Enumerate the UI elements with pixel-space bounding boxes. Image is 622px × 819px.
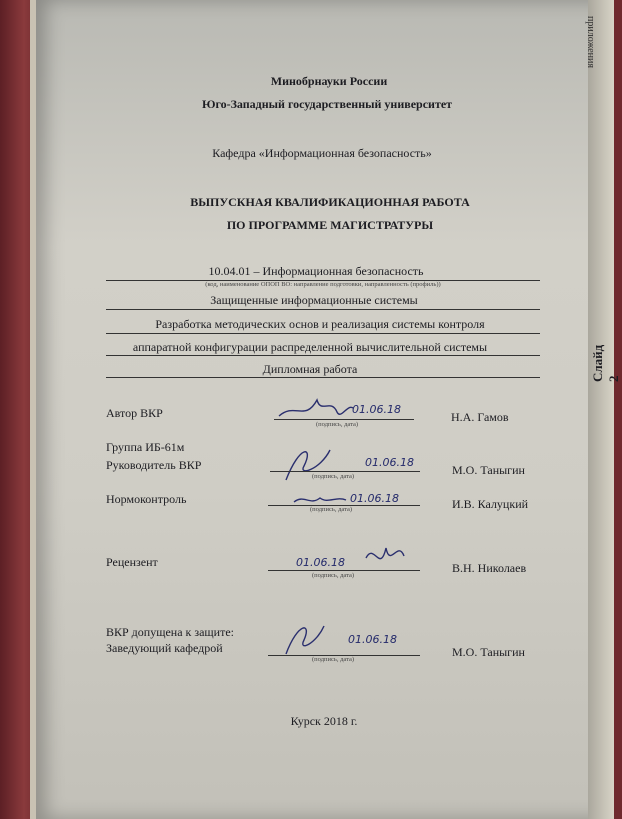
author-sign-caption: (подпись, дата) — [316, 421, 359, 428]
head-name: М.О. Таныгин — [452, 645, 525, 659]
reviewer-sign-caption: (подпись, дата) — [312, 572, 355, 579]
admission-line1: ВКР допущена к защите: — [106, 625, 234, 639]
work-title-line1: ВЫПУСКНАЯ КВАЛИФИКАЦИОННАЯ РАБОТА — [190, 195, 470, 209]
supervisor-sign-line — [270, 471, 420, 472]
topic-underline1 — [106, 333, 540, 334]
university-title: Юго-Западный государственный университет — [201, 97, 453, 111]
topic-underline2 — [106, 355, 540, 356]
next-page-edge — [588, 0, 614, 819]
reviewer-label: Рецензент — [106, 555, 158, 569]
normcontrol-name: И.В. Калуцкий — [452, 497, 529, 511]
profile-name: Защищенные информационные системы — [210, 293, 418, 307]
ministry-title: Минобрнауки России — [270, 74, 388, 88]
supervisor-name: М.О. Таныгин — [452, 463, 525, 477]
department-title: Кафедра «Информационная безопасность» — [212, 146, 432, 160]
supervisor-date: 01.06.18 — [365, 456, 414, 469]
supervisor-label: Руководитель ВКР — [106, 458, 202, 472]
specialty-caption: (код, наименование ОПОП ВО: направление подготовки, направленность (профиль)) — [205, 281, 441, 288]
group-label: Группа ИБ-61м — [106, 440, 185, 454]
author-name: Н.А. Гамов — [451, 410, 509, 424]
reviewer-name: В.Н. Николаев — [452, 561, 527, 575]
slide-label: Слайд 2 — [590, 344, 621, 382]
specialty-code: 10.04.01 – Информационная безопасность — [208, 264, 424, 278]
reviewer-date: 01.06.18 — [296, 556, 345, 569]
corner-handwriting: приложения — [585, 16, 596, 68]
author-label: Автор ВКР — [106, 406, 163, 420]
profile-underline — [106, 309, 540, 310]
topic-line2: аппаратной конфигурации распределенной вычислительной системы — [132, 340, 488, 354]
normcontrol-label: Нормоконтроль — [106, 492, 187, 506]
admission-line2: Заведующий кафедрой — [106, 641, 223, 655]
supervisor-sign-caption: (подпись, дата) — [312, 473, 355, 480]
work-type-underline — [106, 377, 540, 378]
author-date: 01.06.18 — [352, 403, 401, 416]
normcontrol-sign-caption: (подпись, дата) — [310, 506, 353, 513]
work-title-line2: ПО ПРОГРАММЕ МАГИСТРАТУРЫ — [226, 218, 434, 232]
work-type: Дипломная работа — [262, 362, 358, 376]
topic-line1: Разработка методических основ и реализация системы контроля — [155, 317, 485, 331]
author-sign-line — [274, 419, 414, 420]
head-date: 01.06.18 — [348, 633, 397, 646]
head-sign-caption: (подпись, дата) — [312, 656, 355, 663]
reviewer-signature — [360, 538, 410, 578]
head-signature — [280, 618, 330, 658]
reviewer-sign-line — [268, 570, 420, 571]
normcontrol-date: 01.06.18 — [350, 492, 399, 505]
city-year: Курск 2018 г. — [290, 714, 358, 728]
